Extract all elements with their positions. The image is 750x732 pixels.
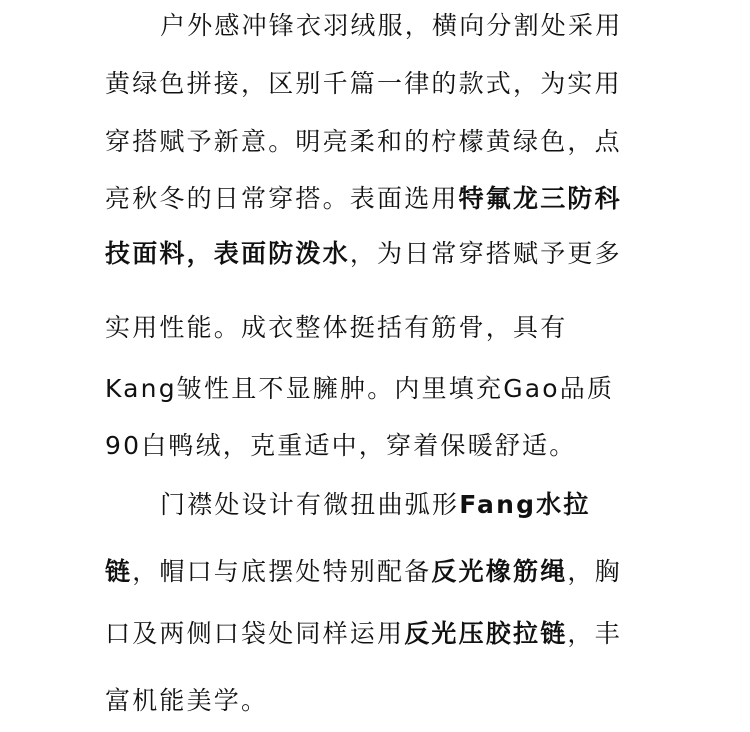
text-line <box>105 310 665 346</box>
text-span: 亮秋冬的日常穿搭。表面选用 <box>105 184 459 213</box>
text-span: 实用性能。成衣整体挺括有筋骨，具有 <box>105 313 568 342</box>
highlight-text: 反光橡筋绳 <box>431 557 568 586</box>
text-line <box>105 66 665 102</box>
text-line <box>105 428 665 464</box>
text-span: ，丰 <box>567 619 622 648</box>
text-span: 黄绿色拼接，区别千篇一律的款式，为实用 <box>105 69 622 98</box>
highlight-text: 反光压胶拉链 <box>404 619 568 648</box>
text-span: 口及两侧口袋处同样运用 <box>105 619 405 648</box>
text-span: 90白鸭绒，克重适中，穿着保暖舒适。 <box>105 431 577 460</box>
text-span: ，胸 <box>567 557 622 586</box>
text-span: 户外感冲锋衣羽绒服，横向分割处采用 <box>160 11 623 40</box>
highlight-text: 链 <box>105 557 133 586</box>
text-line <box>105 236 665 272</box>
highlight-text: Fang水拉 <box>459 490 591 519</box>
text-line <box>105 683 665 719</box>
text-line <box>105 124 665 160</box>
text-line <box>160 487 720 523</box>
text-line <box>105 616 665 652</box>
highlight-text: 特氟龙三防科 <box>458 184 622 213</box>
text-span: 富机能美学。 <box>105 686 269 715</box>
highlight-text: 技面料，表面防泼水 <box>105 239 350 268</box>
text-span: ，为日常穿搭赋予更多 <box>349 239 622 268</box>
text-span: 门襟处设计有微扭曲弧形 <box>160 490 460 519</box>
text-line <box>105 181 665 217</box>
text-line <box>160 8 720 44</box>
text-span: 穿搭赋予新意。明亮柔和的柠檬黄绿色，点 <box>105 127 622 156</box>
text-span: ，帽口与底摆处特别配备 <box>132 557 432 586</box>
text-span: Kang皱性且不显臃肿。内里填充Gao品质 <box>105 374 615 403</box>
text-line <box>105 554 665 590</box>
text-line <box>105 371 665 407</box>
